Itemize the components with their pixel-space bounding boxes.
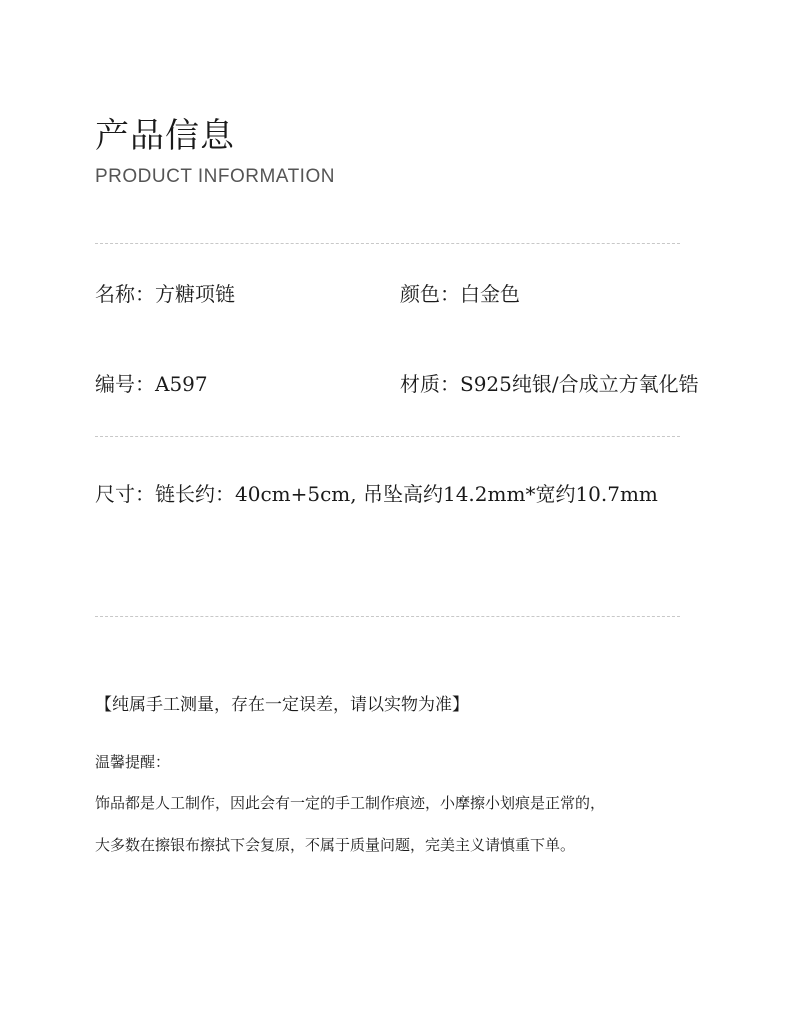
divider [95,243,680,244]
reminder-line: 大多数在擦银布擦拭下会复原，不属于质量问题，完美主义请慎重下单。 [95,836,576,854]
measurement-note: 【纯属手工测量，存在一定误差，请以实物为准】 [95,695,469,715]
reminder-title: 温馨提醒： [95,753,171,771]
product-name: 名称：方糖项链 [95,282,235,306]
reminder-line: 饰品都是人工制作，因此会有一定的手工制作痕迹，小摩擦小划痕是正常的， [95,794,606,812]
product-code: 编号：A597 [95,372,208,396]
divider [95,436,680,437]
product-material: 材质：S925纯银/合成立方氧化锆 [400,372,699,396]
divider [95,616,680,617]
page-title: 产品信息 [95,116,235,156]
product-color: 颜色：白金色 [400,282,520,306]
page-subtitle: PRODUCT INFORMATION [95,166,335,187]
product-size: 尺寸：链长约：40cm+5cm, 吊坠高约14.2mm*宽约10.7mm [95,482,658,506]
